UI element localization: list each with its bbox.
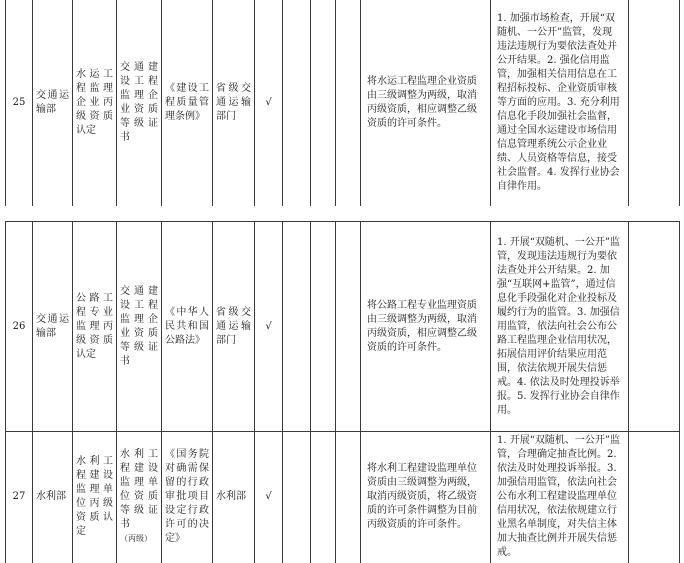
supervision-measures-cell: 1. 开展“双随机、一公开”监管，发现违法违规行为要依法查处并公开结果。2. 加强“互联网+监管”，通过信息化手段强化对企业投标及履约行为的监管。3. 加强信用监管，依法向社会公布公路工程监理企业信用状况，拓展信用评价结果应用范围，依法依规开展失信惩戒。4. 依法及时处理投诉举报。5. 发挥行业协会自律作用。 [491,222,629,432]
approval-authority-cell: 省级交通运输部门 [213,222,255,432]
empty-cell [629,0,680,208]
empty-cell [283,0,311,208]
item-name-cell: 水利工程建设监理单位丙级资质认定 [73,432,117,563]
empty-cell [311,432,336,563]
empty-cell [629,222,680,432]
page-break-gap [0,206,684,221]
row-number: 27 [6,432,33,563]
certificate-grade-suffix: （丙级） [120,534,152,544]
legal-basis-cell: 《国务院对确需保留的行政审批项目设定行政许可的决定》 [162,432,213,563]
table-row [6,222,680,432]
certificate-text: 水利工程建设监理单位资质等级证书 [120,449,158,531]
empty-cell [336,432,361,563]
department-cell: 水利部 [33,432,73,563]
empty-cell [283,222,311,432]
supervision-measures-cell: 1. 加强市场检查，开展“双随机、一公开”监管，发现违法违规行为要依法查处并公开结果。2. 强化信用监管，加强相关信用信息在工程招标投标、企业资质审核等方面的应用。3. 充分利用信息化手段加强社会监督，通过全国水运建设市场信用信息管理系统公示企业业绩、人员资格等信息，接受社会监督。4. 发挥行业协会自律作用。 [491,0,629,208]
empty-cell [336,222,361,432]
legal-basis-cell: 《中华人民共和国公路法》 [162,222,213,432]
legal-basis-cell: 《建设工程质量管理条例》 [162,0,213,208]
item-name-cell: 水运工程监理企业丙级资质认定 [73,0,117,208]
table-row [6,0,680,208]
check-mark: √ [255,432,283,563]
item-name-cell: 公路工程专业监理丙级资质认定 [73,222,117,432]
empty-cell [311,222,336,432]
empty-cell [283,432,311,563]
empty-cell [629,432,680,563]
certificate-cell: 交通建设工程监理企业资质等级证书 [117,222,162,432]
check-mark: √ [255,0,283,208]
supervision-measures-cell: 1. 开展“双随机、一公开”监管，合理确定抽查比例。2. 依法及时处理投诉举报。3. 加强信用监管，依法向社会公布水利工程建设监理单位信用状况，依法依规建立行业黑名单制度，对失信主体加大抽查比例并开展失信惩戒。 [491,432,629,563]
empty-cell [311,0,336,208]
table-row [6,432,680,563]
certificate-cell [117,432,162,563]
reform-measure-cell: 将水运工程监理企业资质由三级调整为两级，取消丙级资质，相应调整乙级资质的许可条件。 [361,0,491,208]
reform-measure-cell: 将公路工程专业监理资质由三级调整为两级，取消丙级资质，相应调整乙级资质的许可条件。 [361,222,491,432]
department-cell: 交通运输部 [33,0,73,208]
certificate-cell: 交通建设工程监理企业资质等级证书 [117,0,162,208]
empty-cell [336,0,361,208]
row-number: 26 [6,222,33,432]
catalog-table-part-2 [5,221,680,563]
department-cell: 交通运输部 [33,222,73,432]
approval-authority-cell: 水利部 [213,432,255,563]
check-mark: √ [255,222,283,432]
approval-authority-cell: 省级交通运输部门 [213,0,255,208]
row-number: 25 [6,0,33,208]
reform-measure-cell: 将水利工程建设监理单位资质由三级调整为两级，取消丙级资质，将乙级资质的许可条件调整为目前丙级资质的许可条件。 [361,432,491,563]
catalog-table-part-1 [5,0,680,208]
